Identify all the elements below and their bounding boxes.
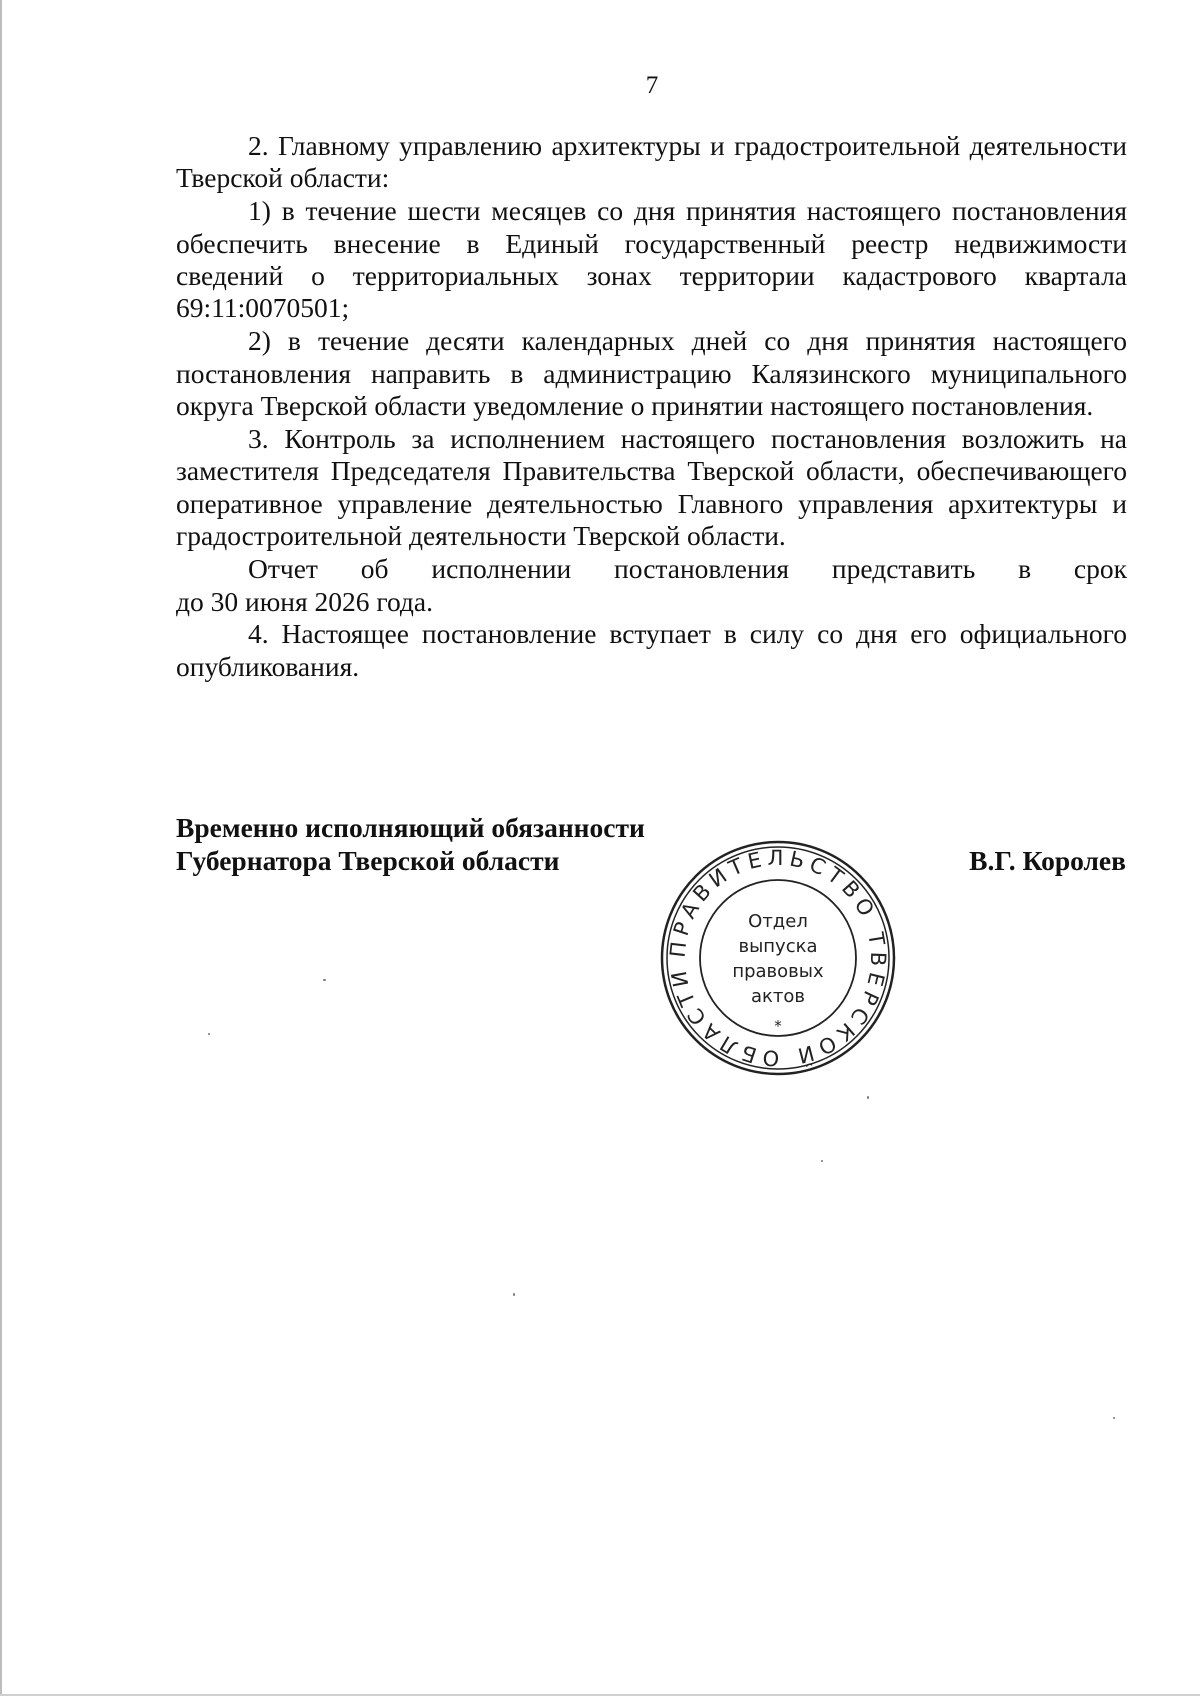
paragraph: 2. Главному управлению архитектуры и градостроительной деятельности Тверской области: [176,130,1127,194]
document-body [176,130,1127,684]
stamp-inner-ring [700,880,856,1036]
paragraph: 2) в течение десяти календарных дней со дня принятия настоящего постановления направить в администрацию Калязинского муниципального округа Тверской области уведомление о принятии настоящего постановления. [176,325,1127,422]
signatory-position-line: Губернатора Тверской области [176,845,560,876]
scan-speck [208,1033,210,1035]
paragraph: 4. Настоящее постановление вступает в силу со дня его официального опубликования. [176,618,1127,682]
paragraph: 3. Контроль за исполнением настоящего постановления возложить на заместителя Председателя Правительства Тверской области, обеспечивающего оперативное управление деятельностью Главного управления архитектуры и градостроительной деятельности Тверской области. [176,422,1127,552]
signatory-name: В.Г. Королев [969,845,1126,876]
scan-speck [867,1096,869,1099]
page-number: 7 [645,72,659,99]
stamp-center-line: Отдел [748,911,808,932]
paragraph: 1) в течение шести месяцев со дня принятия настоящего постановления обеспечить внесение в Единый государственный реестр недвижимости сведений о территориальных зонах территории кадастрового квартала 69:11:0070501; [176,195,1127,324]
stamp-star: * [774,1017,782,1035]
paragraph: Отчет об исполнении постановления представить в срок [248,552,1127,584]
official-stamp [660,840,896,1076]
scan-speck [821,1160,823,1162]
signatory-position-line: Временно исполняющий обязанности [176,812,645,843]
stamp-center-line: правовых [732,961,824,982]
scan-speck [323,979,326,981]
signatory-position [176,811,645,877]
stamp-ring-text-path: ПРАВИТЕЛЬСТВО ТВЕРСКОЙ ОБЛАСТИ [665,845,891,1071]
scan-speck [1113,1417,1115,1419]
paragraph: до 30 июня 2026 года. [176,585,433,617]
scan-speck [513,1293,515,1296]
stamp-center-line: выпуска [738,936,818,957]
scan-edge-left [0,0,2,1696]
stamp-center-line: актов [750,986,806,1007]
stamp-outer-ring [662,842,894,1074]
